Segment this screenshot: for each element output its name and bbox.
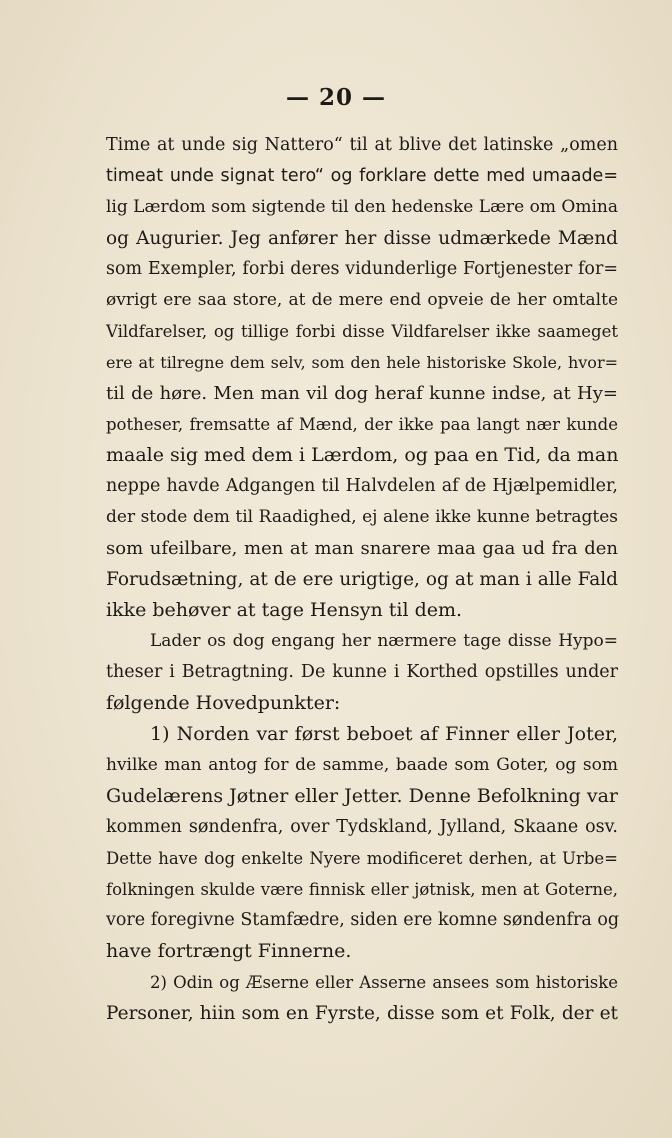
text-line: folkningen skulde være finnisk eller jøtnisk, men at Goterne, bbox=[106, 880, 618, 899]
text-line: lig Lærdom som sigtende til den hedenske Lære om Omina bbox=[106, 197, 618, 217]
text-line: kommen søndenfra, over Tydskland, Jylland, Skaane osv. bbox=[106, 817, 618, 837]
text-line: 2) Odin og Æserne eller Asserne ansees som historiske bbox=[150, 973, 618, 992]
text-line: øvrigt ere saa store, at de mere end opveie de her omtalte bbox=[106, 290, 618, 310]
page-number: — 20 — bbox=[285, 84, 387, 111]
text-line: hvilke man antog for de samme, baade som Goter, og som bbox=[106, 755, 618, 775]
text-line: potheser, fremsatte af Mænd, der ikke paa langt nær kunde bbox=[106, 415, 618, 434]
text-line: der stode dem til Raadighed, ej alene ikke kunne betragtes bbox=[106, 507, 618, 527]
text-line: maale sig med dem i Lærdom, og paa en Tid, da man bbox=[106, 444, 619, 466]
body-text bbox=[106, 130, 618, 1029]
text-line: Time at unde sig Nattero“ til at blive det latinske „omen bbox=[106, 135, 618, 155]
text-line: ere at tilregne dem selv, som den hele historiske Skole, hvor= bbox=[106, 353, 618, 372]
text-line: Forudsætning, at de ere urigtige, og at man i alle Fald bbox=[106, 569, 618, 590]
text-line: Dette have dog enkelte Nyere modificeret derhen, at Urbe= bbox=[106, 849, 618, 868]
text-line: følgende Hovedpunkter: bbox=[106, 692, 341, 714]
text-line: som ufeilbare, men at man snarere maa gaa ud fra den bbox=[106, 538, 618, 559]
text-line: theser i Betragtning. De kunne i Korthed opstilles under bbox=[106, 662, 618, 682]
text-line: neppe havde Adgangen til Halvdelen af de Hjælpemidler, bbox=[106, 476, 618, 496]
text-line: have fortrængt Finnerne. bbox=[106, 940, 352, 962]
text-line: vore foregivne Stamfædre, siden ere komne søndenfra og bbox=[106, 910, 620, 930]
text-line: som Exempler, forbi deres vidunderlige Fortjenester for= bbox=[106, 259, 618, 279]
text-line: og Augurier. Jeg anfører her disse udmærkede Mænd bbox=[106, 228, 618, 249]
text-line: Gudelærens Jøtner eller Jetter. Denne Befolkning var bbox=[106, 785, 619, 807]
text-line: Vildfarelser, og tillige forbi disse Vildfarelser ikke saameget bbox=[106, 322, 618, 341]
text-line: 1) Norden var først beboet af Finner eller Joter, bbox=[150, 723, 618, 745]
text-line: timeat unde signat tero“ og forklare dette med umaade= bbox=[106, 166, 618, 186]
text-line: ikke behøver at tage Hensyn til dem. bbox=[106, 599, 463, 621]
text-line: Lader os dog engang her nærmere tage disse Hypo= bbox=[150, 631, 618, 651]
text-line: til de høre. Men man vil dog heraf kunne indse, at Hy= bbox=[106, 383, 618, 404]
text-line: Personer, hiin som en Fyrste, disse som et Folk, der et bbox=[106, 1003, 618, 1024]
